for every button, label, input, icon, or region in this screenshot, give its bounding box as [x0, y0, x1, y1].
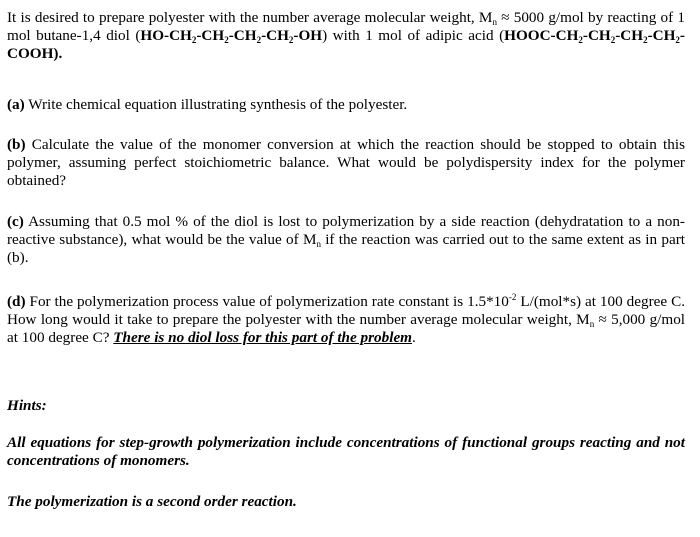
diol-part: -CH — [196, 27, 225, 44]
part-d-text-4: . — [412, 329, 416, 346]
part-c — [7, 213, 685, 267]
part-b-text: Calculate the value of the monomer conversion at which the reaction should be stopped to obtain this polymer, assuming perfect stoichiometric balance. What would be polydispersity index for the polymer obtained? — [7, 136, 685, 189]
part-c-text-2: if the reaction was carried out to the same extent as in part (b). — [7, 231, 685, 266]
acid-sub: 2 — [578, 35, 583, 45]
acid-part: -CH — [615, 27, 644, 44]
acid-sub: 2 — [675, 35, 680, 45]
part-d-label: (d) — [7, 293, 26, 310]
intro-text-4: ). — [53, 45, 63, 62]
diol-sub: 2 — [256, 35, 262, 45]
part-b — [7, 136, 685, 190]
acid-sub: 2 — [610, 35, 616, 45]
no-diol-loss-note: There is no diol loss for this part of the problem — [113, 329, 412, 346]
part-c-label: (c) — [7, 213, 24, 230]
hints-title: Hints: — [7, 397, 47, 414]
mn-subscript: n — [589, 319, 595, 329]
diol-sub: 2 — [288, 35, 294, 45]
diol-sub: 2 — [224, 35, 229, 45]
diol-part: -OH — [293, 27, 323, 44]
acid-sub: 2 — [643, 35, 648, 45]
intro-text-3: ) with 1 mol of adipic acid ( — [322, 27, 505, 44]
acid-part: -CH — [647, 27, 676, 44]
part-a — [7, 96, 685, 114]
part-a-label: (a) — [7, 96, 25, 113]
diol-sub: 2 — [191, 35, 197, 45]
exponent-superscript: -2 — [508, 292, 517, 302]
hint-second-order: The polymerization is a second order reaction. — [7, 493, 297, 510]
hint-functional-groups: All equations for step-growth polymerization include concentrations of functional groups reacting and not concentrations of monomers. — [7, 434, 685, 469]
diol-part: -CH — [261, 27, 289, 44]
part-d-text-2: L/(mol*s) at 100 degree C. How long would it take to prepare the polyester with the number average molecular weight, M — [7, 293, 685, 328]
acid-part: HOOC-CH — [504, 27, 579, 44]
mn-subscript: n — [492, 17, 497, 27]
part-d — [7, 293, 685, 347]
problem-intro — [7, 9, 685, 63]
part-d-text-3: ≈ 5,000 g/mol at 100 degree C? — [7, 311, 686, 346]
diol-formula — [140, 27, 322, 44]
acid-part: -CH — [582, 27, 611, 44]
part-a-text: Write chemical equation illustrating synthesis of the polyester. — [24, 96, 408, 113]
part-b-label: (b) — [7, 136, 26, 153]
acid-part: -COOH — [7, 27, 685, 62]
diol-part: -CH — [228, 27, 257, 44]
intro-text-1: It is desired to prepare polyester with the number average molecular weight, M — [7, 9, 493, 26]
intro-text-2: ≈ 5000 g/mol by reacting of 1 mol butane-1,4 diol ( — [7, 9, 685, 44]
part-d-text-1: For the polymerization process value of polymerization rate constant is 1.5*10 — [25, 293, 509, 310]
mn-subscript: n — [316, 239, 321, 249]
diol-part: HO-CH — [140, 27, 192, 44]
part-c-text-1: Assuming that 0.5 mol % of the diol is lost to polymerization by a side reaction (dehydratation to a non-reactive substance), what would be the value of M — [7, 213, 685, 248]
